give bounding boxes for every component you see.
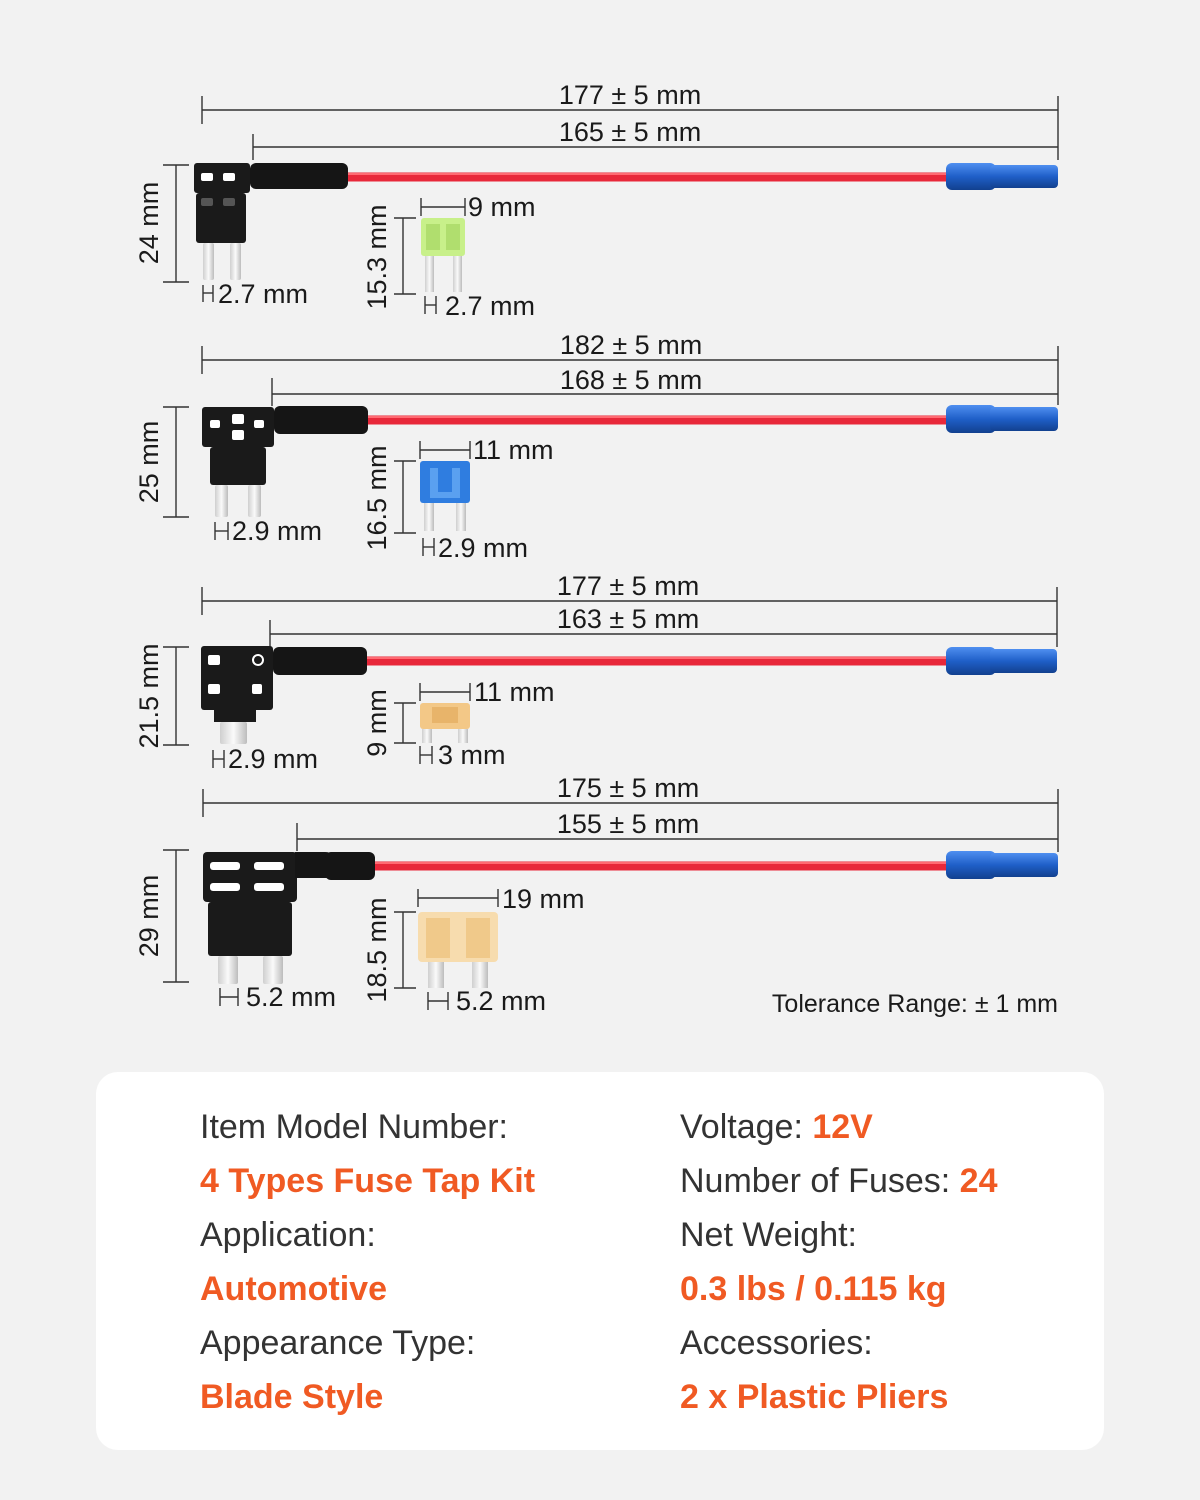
- fuse-width-dimension-3: [420, 677, 555, 707]
- tap-height-label: 29 mm: [134, 874, 164, 958]
- fuse-tap-4: [134, 773, 1058, 1016]
- fuse-tap-body-4: [203, 852, 375, 984]
- spec-value-accessories: 2 x Plastic Pliers: [680, 1378, 949, 1416]
- spec-label-accessories: Accessories:: [680, 1324, 873, 1362]
- wire-length-label: 163 ± 5 mm: [556, 604, 700, 634]
- fuse-tap-2: [134, 330, 1058, 563]
- tap-height-dimension-1: [134, 165, 189, 282]
- tap-height-label: 24 mm: [134, 181, 164, 265]
- wire-length-label: 168 ± 5 mm: [559, 365, 703, 395]
- fuse-tap-3: [134, 571, 1057, 774]
- fuse-height-label: 9 mm: [362, 689, 392, 757]
- spec-value-appearance-type: Blade Style: [200, 1378, 384, 1416]
- overall-length-label: 175 ± 5 mm: [556, 773, 700, 803]
- spec-label-net-weight: Net Weight:: [680, 1216, 858, 1254]
- tap-blade-width-label: 5.2 mm: [246, 982, 337, 1012]
- fuse-blade-width-dimension-2: [423, 533, 528, 563]
- overall-length-label: 177 ± 5 mm: [556, 571, 700, 601]
- wire-length-dimension-3: [270, 604, 1057, 648]
- tap-height-dimension-4: [134, 850, 189, 982]
- tap-blade-width-dimension-2: [215, 516, 322, 546]
- spec-voltage: [680, 1100, 998, 1154]
- tap-height-label: 25 mm: [134, 420, 164, 504]
- specs-left-column: [200, 1100, 535, 1424]
- fuse-4: [418, 912, 498, 988]
- blue-connector-4: [946, 851, 1058, 879]
- fuse-2: [420, 461, 470, 531]
- tap-blade-width-dimension-4: [220, 982, 336, 1012]
- tap-height-dimension-2: [134, 407, 189, 517]
- spec-value-voltage: 12V: [812, 1108, 873, 1146]
- tolerance-note: Tolerance Range: ± 1 mm: [771, 990, 1058, 1018]
- fuse-height-label: 15.3 mm: [362, 204, 392, 310]
- overall-length-label: 177 ± 5 mm: [558, 80, 702, 110]
- fuse-tap-1: [134, 80, 1058, 321]
- fuse-width-dimension-2: [420, 435, 554, 465]
- fuse-blade-width-label: 2.9 mm: [438, 533, 529, 563]
- wire-length-dimension-4: [297, 809, 1058, 851]
- tap-height-label: 21.5 mm: [134, 643, 164, 749]
- spec-fuse-count: [680, 1154, 998, 1208]
- spec-value-net-weight: 0.3 lbs / 0.115 kg: [680, 1270, 947, 1308]
- tap-blade-width-label: 2.9 mm: [232, 516, 323, 546]
- fuse-blade-width-label: 2.7 mm: [445, 291, 536, 321]
- fuse-width-dimension-1: [421, 192, 536, 222]
- tap-blade-width-dimension-1: [203, 279, 308, 309]
- spec-label-appearance-type: Appearance Type:: [200, 1324, 476, 1362]
- wire-length-dimension-1: [253, 117, 1058, 160]
- fuse-tap-body-3: [201, 646, 367, 744]
- fuse-width-label: 19 mm: [502, 884, 585, 914]
- specs-right-column: [680, 1100, 998, 1424]
- blue-connector-3: [946, 647, 1057, 675]
- spec-label-application: Application:: [200, 1216, 376, 1254]
- fuse-blade-width-dimension-4: [428, 986, 546, 1016]
- blue-connector-2: [946, 405, 1058, 433]
- spec-value-fuse-count: 24: [959, 1162, 998, 1200]
- wire-length-dimension-2: [272, 365, 1058, 406]
- fuse-width-label: 11 mm: [473, 435, 554, 465]
- fuse-3: [420, 703, 470, 743]
- tap-blade-width-label: 2.7 mm: [218, 279, 309, 309]
- fuse-height-dimension-1: [362, 204, 416, 309]
- spec-value-application: Automotive: [200, 1270, 387, 1308]
- fuse-blade-width-dimension-1: [425, 291, 535, 321]
- specs-panel: [96, 1072, 1104, 1450]
- fuse-width-dimension-4: [418, 884, 585, 914]
- fuse-blade-width-label: 5.2 mm: [456, 986, 547, 1016]
- tap-height-dimension-3: [134, 643, 189, 748]
- fuse-width-label: 11 mm: [474, 677, 555, 707]
- fuse-height-label: 18.5 mm: [362, 897, 392, 1003]
- fuse-blade-width-label: 3 mm: [438, 740, 506, 770]
- overall-length-label: 182 ± 5 mm: [559, 330, 703, 360]
- fuse-tap-body-2: [202, 406, 368, 517]
- blue-connector-1: [946, 163, 1058, 190]
- fuse-width-label: 9 mm: [468, 192, 536, 222]
- tap-blade-width-dimension-3: [213, 744, 318, 774]
- spec-label-voltage: Voltage:: [680, 1108, 803, 1146]
- fuse-tap-body-1: [194, 163, 348, 280]
- wire-length-label: 155 ± 5 mm: [556, 809, 700, 839]
- fuse-blade-width-dimension-3: [420, 740, 506, 770]
- fuse-height-dimension-3: [362, 689, 416, 757]
- fuse-1: [421, 218, 465, 292]
- fuse-height-label: 16.5 mm: [362, 445, 392, 551]
- fuse-height-dimension-2: [362, 445, 416, 550]
- fuse-height-dimension-4: [362, 897, 416, 1002]
- wire-length-label: 165 ± 5 mm: [558, 117, 702, 147]
- spec-label-fuse-count: Number of Fuses:: [680, 1162, 951, 1200]
- spec-label-model-number: Item Model Number:: [200, 1108, 508, 1146]
- tap-blade-width-label: 2.9 mm: [228, 744, 319, 774]
- spec-value-model-number: 4 Types Fuse Tap Kit: [200, 1162, 536, 1200]
